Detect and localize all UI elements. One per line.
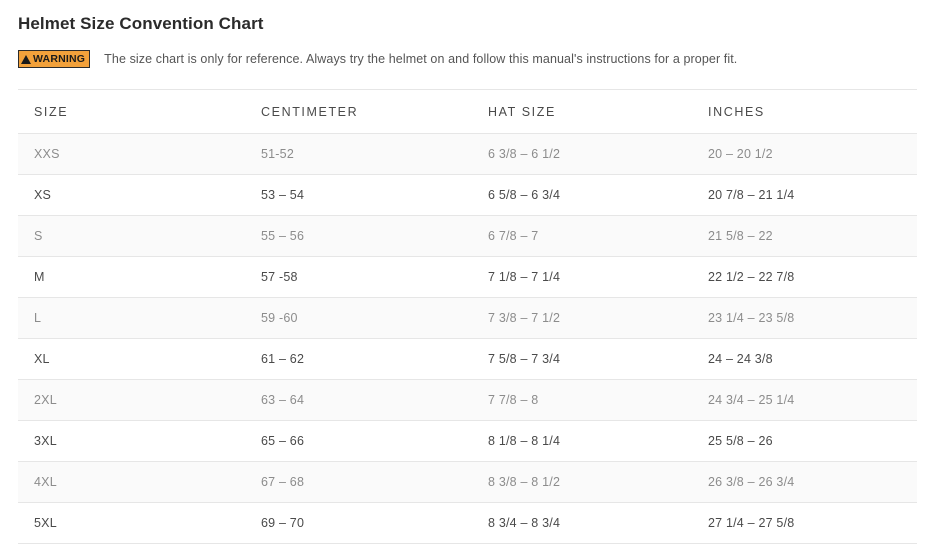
cell-hat-size: 8 3/4 – 8 3/4 xyxy=(472,503,692,544)
cell-inches: 21 5/8 – 22 xyxy=(692,216,917,257)
table-body xyxy=(18,134,917,544)
cell-hat-size: 7 5/8 – 7 3/4 xyxy=(472,339,692,380)
table-row xyxy=(18,503,917,544)
cell-centimeter: 63 – 64 xyxy=(245,380,472,421)
cell-hat-size: 7 1/8 – 7 1/4 xyxy=(472,257,692,298)
size-chart-table xyxy=(18,89,917,544)
warning-triangle-icon xyxy=(21,55,31,64)
cell-size: 2XL xyxy=(18,380,245,421)
table-row xyxy=(18,380,917,421)
cell-size: XL xyxy=(18,339,245,380)
cell-hat-size: 6 7/8 – 7 xyxy=(472,216,692,257)
cell-inches: 20 7/8 – 21 1/4 xyxy=(692,175,917,216)
table-row xyxy=(18,298,917,339)
cell-hat-size: 8 3/8 – 8 1/2 xyxy=(472,462,692,503)
cell-inches: 27 1/4 – 27 5/8 xyxy=(692,503,917,544)
warning-badge xyxy=(18,50,90,68)
page-title: Helmet Size Convention Chart xyxy=(18,14,264,33)
cell-centimeter: 53 – 54 xyxy=(245,175,472,216)
cell-hat-size: 7 3/8 – 7 1/2 xyxy=(472,298,692,339)
warning-notice-text: The size chart is only for reference. Always try the helmet on and follow this manual's instructions for a proper fit. xyxy=(104,52,738,66)
cell-hat-size: 6 3/8 – 6 1/2 xyxy=(472,134,692,175)
cell-inches: 20 – 20 1/2 xyxy=(692,134,917,175)
cell-size: M xyxy=(18,257,245,298)
cell-size: 3XL xyxy=(18,421,245,462)
cell-size: L xyxy=(18,298,245,339)
cell-centimeter: 61 – 62 xyxy=(245,339,472,380)
table-row xyxy=(18,339,917,380)
cell-inches: 22 1/2 – 22 7/8 xyxy=(692,257,917,298)
table-row xyxy=(18,175,917,216)
table-row xyxy=(18,462,917,503)
cell-centimeter: 59 -60 xyxy=(245,298,472,339)
cell-inches: 23 1/4 – 23 5/8 xyxy=(692,298,917,339)
column-header-centimeter: CENTIMETER xyxy=(245,90,472,134)
cell-size: XS xyxy=(18,175,245,216)
table-row xyxy=(18,257,917,298)
table-header-row xyxy=(18,90,917,134)
cell-hat-size: 6 5/8 – 6 3/4 xyxy=(472,175,692,216)
cell-hat-size: 7 7/8 – 8 xyxy=(472,380,692,421)
cell-size: 5XL xyxy=(18,503,245,544)
cell-centimeter: 69 – 70 xyxy=(245,503,472,544)
table-row xyxy=(18,216,917,257)
cell-centimeter: 55 – 56 xyxy=(245,216,472,257)
cell-inches: 24 – 24 3/8 xyxy=(692,339,917,380)
cell-centimeter: 51-52 xyxy=(245,134,472,175)
warning-badge-label: WARNING xyxy=(33,53,86,65)
cell-size: S xyxy=(18,216,245,257)
cell-inches: 24 3/4 – 25 1/4 xyxy=(692,380,917,421)
size-chart-page xyxy=(0,8,935,555)
cell-size: XXS xyxy=(18,134,245,175)
cell-size: 4XL xyxy=(18,462,245,503)
column-header-size: SIZE xyxy=(18,90,245,134)
cell-inches: 25 5/8 – 26 xyxy=(692,421,917,462)
cell-inches: 26 3/8 – 26 3/4 xyxy=(692,462,917,503)
cell-centimeter: 65 – 66 xyxy=(245,421,472,462)
cell-centimeter: 57 -58 xyxy=(245,257,472,298)
table-row xyxy=(18,134,917,175)
table-header xyxy=(18,90,917,134)
column-header-inches: INCHES xyxy=(692,90,917,134)
cell-hat-size: 8 1/8 – 8 1/4 xyxy=(472,421,692,462)
column-header-hat-size: HAT SIZE xyxy=(472,90,692,134)
warning-notice xyxy=(18,50,917,68)
cell-centimeter: 67 – 68 xyxy=(245,462,472,503)
table-row xyxy=(18,421,917,462)
